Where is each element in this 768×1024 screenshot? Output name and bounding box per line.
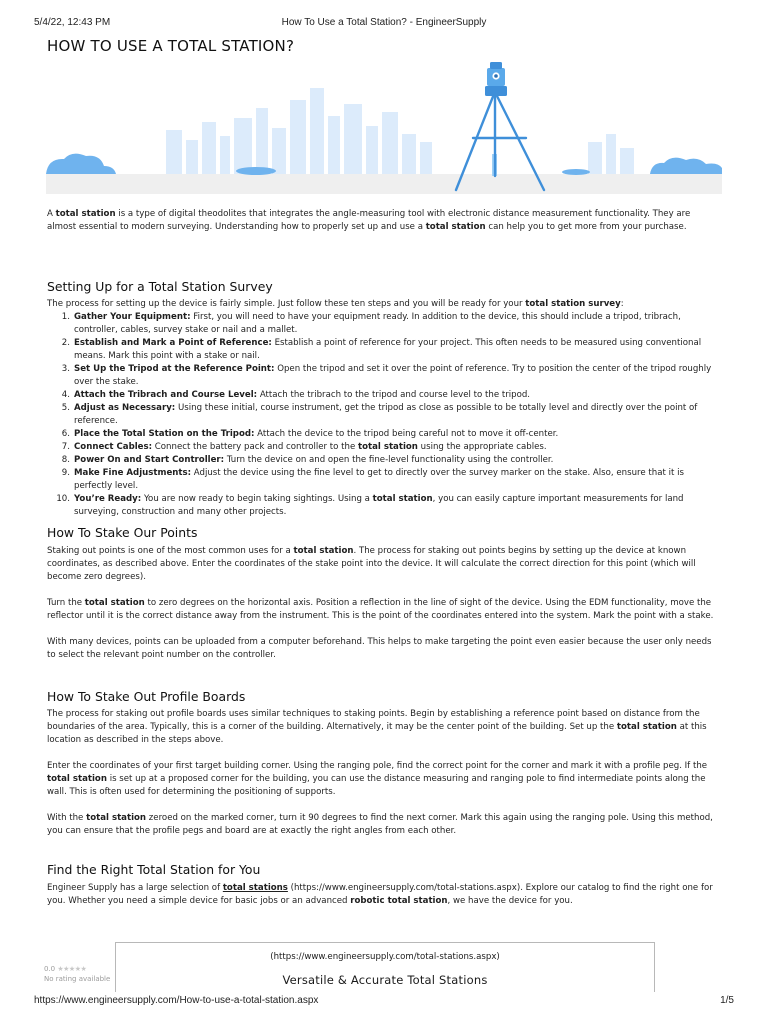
- list-item: Power On and Start Controller: Turn the device on and open the fine-level functionality using the controller.: [74, 455, 554, 465]
- section-profile-boards-title: How To Stake Out Profile Boards: [47, 689, 246, 704]
- print-footer: [34, 995, 734, 1006]
- list-item: Gather Your Equipment: First, you will need to have your equipment ready. In addition to the device, this should include a tripod, tribrach, controller, cables, survey stake or nail and a mallet.: [74, 312, 681, 335]
- stake-points-paragraph-3: With many devices, points can be uploaded from a computer beforehand. This helps to make targeting the point even easier because the user only needs to select the relevant point number on the controller.: [47, 637, 712, 660]
- list-item: You’re Ready: You are now ready to begin taking sightings. Using a total station, you can easily capture important measurements for land surveying, construction and many other projects.: [74, 494, 684, 517]
- list-item: Place the Total Station on the Tripod: Attach the device to the tripod being careful not to move it off-center.: [74, 429, 559, 439]
- section-setup-title: Setting Up for a Total Station Survey: [47, 279, 273, 294]
- embed-title[interactable]: Versatile & Accurate Total Stations: [282, 973, 488, 987]
- list-item: Connect Cables: Connect the battery pack and controller to the total station using the appropriate cables.: [74, 442, 547, 452]
- stake-points-paragraph-2: Turn the total station to zero degrees on the horizontal axis. Position a reflection in the line of sight of the device. Using the EDM functionality, move the reflector until it is the correct distance away from the instrument. This is the point of the coordinates entered into the system. Mark the point with a stake.: [47, 598, 714, 621]
- list-item: Set Up the Tripod at the Reference Point: Open the tripod and set it over the point of reference. Try to position the center of the tripod roughly over the stake.: [74, 364, 712, 387]
- list-item: Make Fine Adjustments: Adjust the device using the fine level to get to directly over the survey marker on the stake. Also, ensure that it is perfectly level.: [74, 468, 684, 491]
- find-paragraph: Engineer Supply has a large selection of total stations (https://www.engineersupply.com/total-stations.aspx). Explore our catalog to find the right one for you. Whether you need a simple device for basic jobs or an advanced robotic total station, we have the device for you.: [47, 883, 713, 906]
- print-doc-title: How To Use a Total Station? - EngineerSupply: [281, 17, 487, 28]
- page-title: HOW TO USE A TOTAL STATION?: [47, 37, 295, 55]
- ground-strip: [46, 174, 722, 194]
- rating-score: 0.0: [44, 965, 56, 973]
- print-header: [34, 17, 734, 31]
- list-item: Establish and Mark a Point of Reference: Establish a point of reference for your project. This often needs to be measured using conventional means. Mark this point with a stake or nail.: [74, 338, 702, 361]
- list-item: Adjust as Necessary: Using these initial, course instrument, get the tripod as close as possible to be totally level and directly over the point of reference.: [74, 403, 698, 426]
- product-embed-card[interactable]: [115, 942, 655, 992]
- section-stake-points-title: How To Stake Our Points: [47, 525, 198, 540]
- total-stations-link[interactable]: total stations: [222, 883, 288, 893]
- page-number: 1/5: [720, 995, 734, 1006]
- rating-widget: [44, 964, 110, 984]
- article-content: [47, 208, 721, 908]
- profile-boards-paragraph-1: The process for staking out profile boards uses similar techniques to staking points. Begin by establishing a reference point based on distance from the boundaries of the area. Typically, this is a corner of the building. Alternatively, it may be the center point of the building. Set up the total station at this location as described in the steps above.: [47, 709, 707, 745]
- setup-lead: The process for setting up the device is fairly simple. Just follow these ten steps and you will be ready for your total station survey:: [47, 299, 624, 309]
- setup-steps-list: [72, 311, 721, 519]
- embed-url[interactable]: (https://www.engineersupply.com/total-stations.aspx): [270, 952, 500, 962]
- profile-boards-paragraph-2: Enter the coordinates of your first target building corner. Using the ranging pole, find the correct point for the corner and mark it with a profile peg. If the total station is set up at a proposed corner for the building, you can use the distance measuring and ranging pole to find intermediate points along the wall. This is often used for determining the positioning of supports.: [47, 761, 708, 797]
- total-station-icon: [456, 62, 544, 190]
- rating-stars-icon: ★★★★★: [57, 965, 87, 973]
- profile-boards-paragraph-3: With the total station zeroed on the marked corner, turn it 90 degrees to find the next corner. Mark this again using the ranging pole. Using this method, you can ensure that the profile pegs and board are at exactly the right angles from each other.: [47, 813, 713, 836]
- print-url: https://www.engineersupply.com/How-to-use-a-total-station.aspx: [34, 995, 319, 1006]
- section-find-title: Find the Right Total Station for You: [47, 862, 261, 877]
- stake-points-paragraph-1: Staking out points is one of the most common uses for a total station. The process for staking out points begins by setting up the device at known coordinates, as described above. Enter the coordinates of the stake point into the device. It will calculate the correct direction for this point (which will become zero degrees).: [47, 546, 696, 582]
- rating-text: No rating available: [44, 975, 111, 983]
- hero-illustration: [46, 58, 722, 196]
- city-skyline-total-station-illustration: [46, 58, 722, 196]
- intro-paragraph: A total station is a type of digital theodolites that integrates the angle-measuring tool with electronic distance measurement functionality. They are almost essential to modern surveying. Understanding how to properly set up and use a total station can help you to get more from your purchase.: [47, 209, 691, 232]
- print-datetime: 5/4/22, 12:43 PM: [34, 17, 111, 28]
- list-item: Attach the Tribrach and Course Level: Attach the tribrach to the tripod and course level to the tripod.: [74, 390, 531, 400]
- city-skyline: [166, 88, 634, 174]
